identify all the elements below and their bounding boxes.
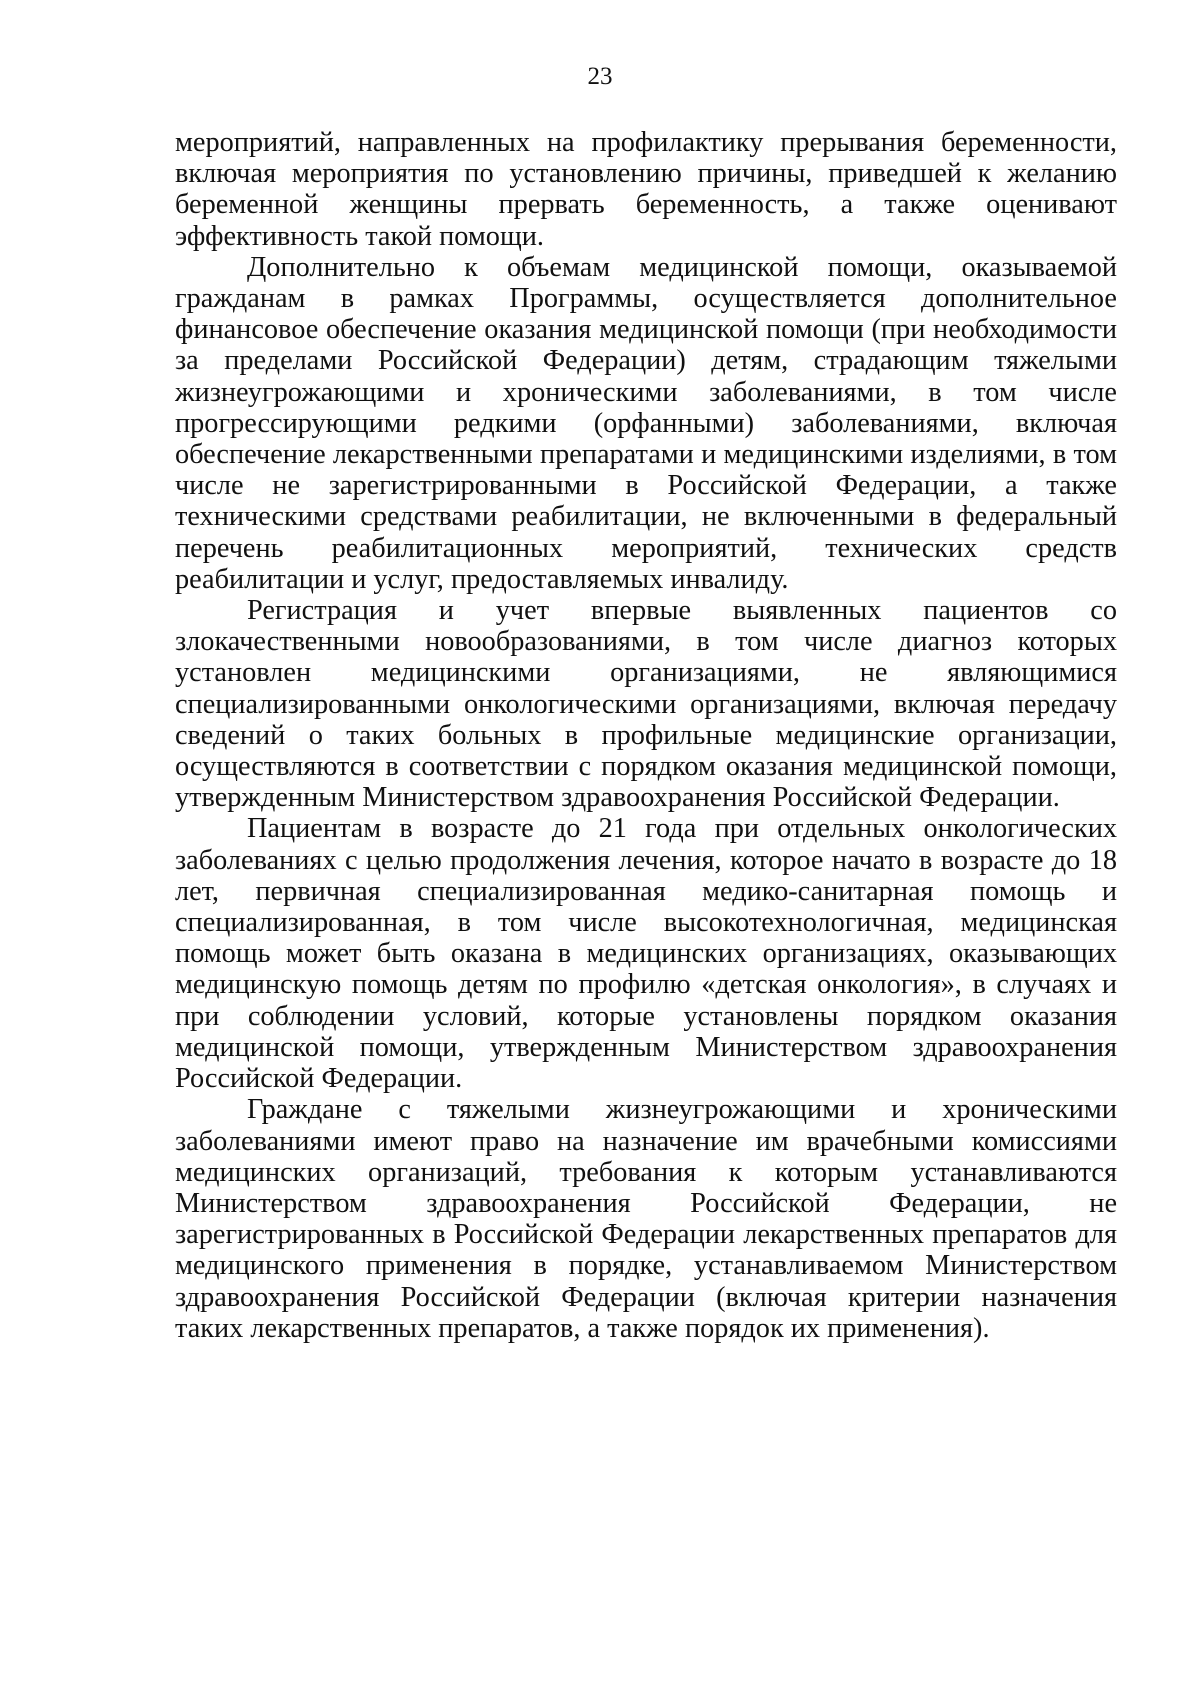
page-number: 23 (587, 63, 613, 90)
paragraph-additional-financing: Дополнительно к объемам медицинской помощи, оказываемой гражданам в рамках Программы, осуществляется дополнительное финансовое обеспечение оказания медицинской помощи (при необходимости за пределами Российской Федерации) детям, страдающим тяжелыми жизнеугрожающими и хроническими заболеваниями, в том числе прогрессирующими редкими (орфанными) заболеваниями, включая обеспечение лекарственными препаратами и медицинскими изделиями, в том числе не зарегистрированными в Российской Федерации, а также техническими средствами реабилитации, не включенными в федеральный перечень реабилитационных мероприятий, технических средств реабилитации и услуг, предоставляемых инвалиду. (175, 251, 1117, 595)
document-body (175, 127, 1117, 1344)
paragraph-citizens-rights: Граждане с тяжелыми жизнеугрожающими и хроническими заболеваниями имеют право на назначение им врачебными комиссиями медицинских организаций, требования к которым устанавливаются Министерством здравоохранения Российской Федерации, не зарегистрированных в Российской Федерации лекарственных препаратов для медицинского применения в порядке, устанавливаемом Министерством здравоохранения Российской Федерации (включая критерии назначения таких лекарственных препаратов, а также порядок их применения). (175, 1094, 1117, 1344)
paragraph-continuation: мероприятий, направленных на профилактику прерывания беременности, включая мероприятия по установлению причины, приведшей к желанию беременной женщины прервать беременность, а также оценивают эффективность такой помощи. (175, 127, 1117, 252)
paragraph-registration: Регистрация и учет впервые выявленных пациентов со злокачественными новообразованиями, в том числе диагноз которых установлен медицинскими организациями, не являющимися специализированными онкологическими организациями, включая передачу сведений о таких больных в профильные медицинские организации, осуществляются в соответствии с порядком оказания медицинской помощи, утвержденным Министерством здравоохранения Российской Федерации. (175, 595, 1117, 814)
paragraph-patients-under-21: Пациентам в возрасте до 21 года при отдельных онкологических заболеваниях с целью продолжения лечения, которое начато в возрасте до 18 лет, первичная специализированная медико-санитарная помощь и специализированная, в том числе высокотехнологичная, медицинская помощь может быть оказана в медицинских организациях, оказывающих медицинскую помощь детям по профилю «детская онкология», в случаях и при соблюдении условий, которые установлены порядком оказания медицинской помощи, утвержденным Министерством здравоохранения Российской Федерации. (175, 813, 1117, 1095)
